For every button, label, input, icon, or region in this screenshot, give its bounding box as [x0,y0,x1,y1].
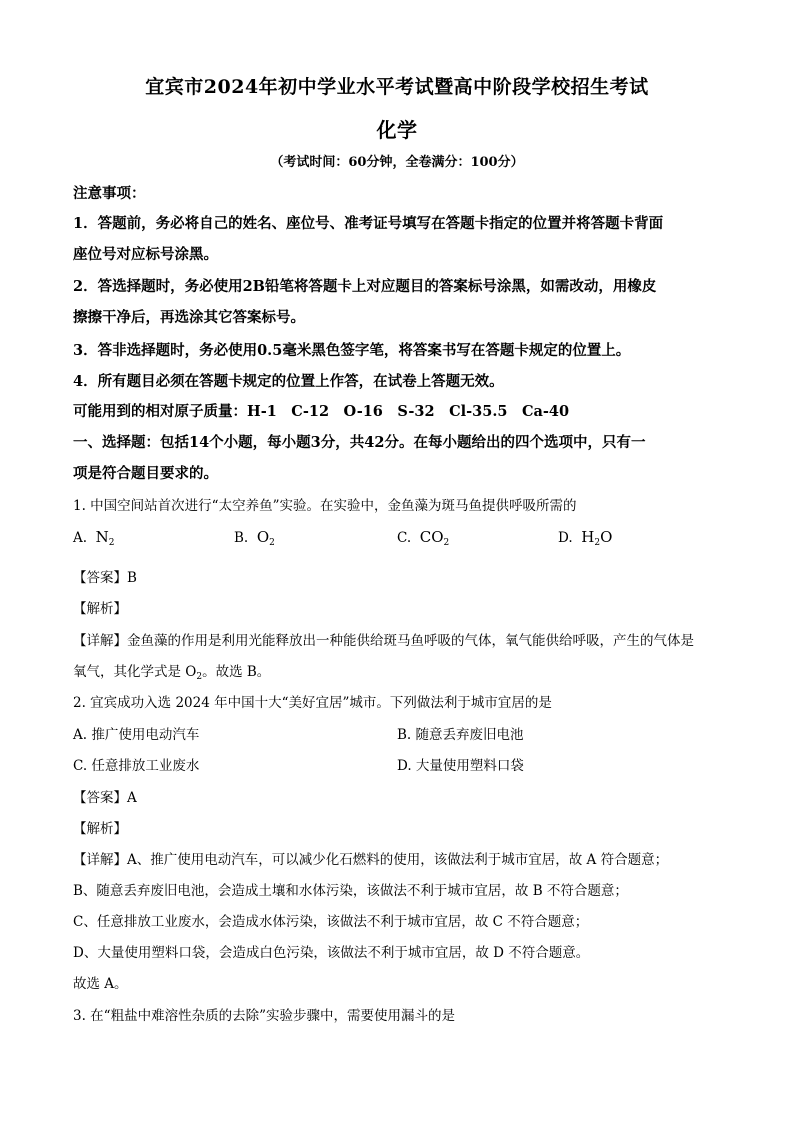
q1-option-c-subscript: 2 [443,538,450,548]
q1-detail-text: 氧气，其化学式是 O [73,664,197,680]
section-1-line-1: 一、选择题：包括14个小题，每小题3分，共42分。在每小题给出的四个选项中，只有一 [73,434,646,451]
q2-analysis: 【解析】 [73,821,127,837]
notice-item-4: 4．所有题目必须在答题卡规定的位置上作答，在试卷上答题无效。 [73,373,504,390]
q1-option-d-formula-tail: O [600,528,613,546]
q2-option-b: B. 随意丢弃废旧电池 [397,727,524,743]
notice-item-1-line-2: 座位号对应标号涂黑。 [73,246,218,263]
q2-detail-3: C、任意排放工业废水，会造成水体污染，该做法不利于城市宜居，故 C 不符合题意； [73,914,589,930]
q1-option-c [397,528,449,548]
q1-detail-line-2 [73,660,270,682]
section-1-line-2: 项是符合题目要求的。 [73,465,218,482]
q1-option-b [234,528,275,548]
notice-item-1-line-1: 1．答题前，务必将自己的姓名、座位号、准考证号填写在答题卡指定的位置并将答题卡背面 [73,215,664,232]
q1-detail-subscript: 2 [196,672,203,682]
notice-item-3: 3．答非选择题时，务必使用0.5毫米黑色签字笔，将答案书写在答题卡规定的位置上。 [73,342,631,359]
q2-option-a: A. 推广使用电动汽车 [73,727,200,743]
q1-option-c-label: C. [397,530,412,546]
q1-option-b-formula: O [256,528,270,546]
q1-option-a [73,528,115,548]
q1-answer: 【答案】B [73,570,137,586]
q2-option-d: D. 大量使用塑料口袋 [397,758,524,774]
q1-detail-line-1: 【详解】金鱼藻的作用是利用光能释放出一种能供给斑马鱼呼吸的气体，氧气能供给呼吸，产生的气体是 [73,633,694,649]
q1-stem: 1. 中国空间站首次进行“太空养鱼”实验。在实验中，金鱼藻为斑马鱼提供呼吸所需的 [73,498,577,514]
q1-option-d-formula: H [581,528,595,546]
notice-heading: 注意事项： [73,185,146,202]
q2-detail-4: D、大量使用塑料口袋，会造成白色污染，该做法不利于城市宜居，故 D 不符合题意。 [73,945,590,961]
q1-detail-text-end: 。故选 B。 [202,664,271,680]
q1-option-c-formula: CO [419,528,444,546]
q2-conclusion: 故选 A。 [73,976,128,992]
q1-option-a-formula: N [95,528,109,546]
q1-option-d [558,528,612,548]
q2-answer: 【答案】A [73,790,137,806]
notice-item-2-line-2: 擦擦干净后，再选涂其它答案标号。 [73,309,305,326]
atomic-masses: 可能用到的相对原子质量：H-1 C-12 O-16 S-32 Cl-35.5 Ca-40 [73,403,570,420]
exam-title: 宜宾市2024年初中学业水平考试暨高中阶段学校招生考试 [145,76,649,98]
q1-option-a-subscript: 2 [108,538,115,548]
q1-option-a-label: A. [73,530,88,546]
q2-detail-1: 【详解】A、推广使用电动汽车，可以减少化石燃料的使用，该做法利于城市宜居，故 A 符合题意； [73,852,669,868]
q2-detail-2: B、随意丢弃废旧电池，会造成土壤和水体污染，该做法不利于城市宜居，故 B 不符合题意； [73,883,628,899]
q2-stem: 2. 宜宾成功入选 2024 年中国十大“美好宜居”城市。下列做法利于城市宜居的是 [73,695,552,711]
q3-stem: 3. 在“粗盐中难溶性杂质的去除”实验步骤中，需要使用漏斗的是 [73,1008,455,1024]
q1-option-d-subscript: 2 [594,538,601,548]
q2-option-c: C. 任意排放工业废水 [73,758,200,774]
subject-title: 化学 [376,118,418,142]
q1-option-b-label: B. [234,530,249,546]
exam-info: （考试时间：60分钟，全卷满分：100分） [270,155,524,170]
q1-option-b-subscript: 2 [269,538,275,548]
notice-item-2-line-1: 2．答选择题时，务必使用2B铅笔将答题卡上对应题目的答案标号涂黑，如需改动，用橡皮 [73,278,657,295]
q1-analysis: 【解析】 [73,601,127,617]
q1-option-d-label: D. [558,530,573,546]
